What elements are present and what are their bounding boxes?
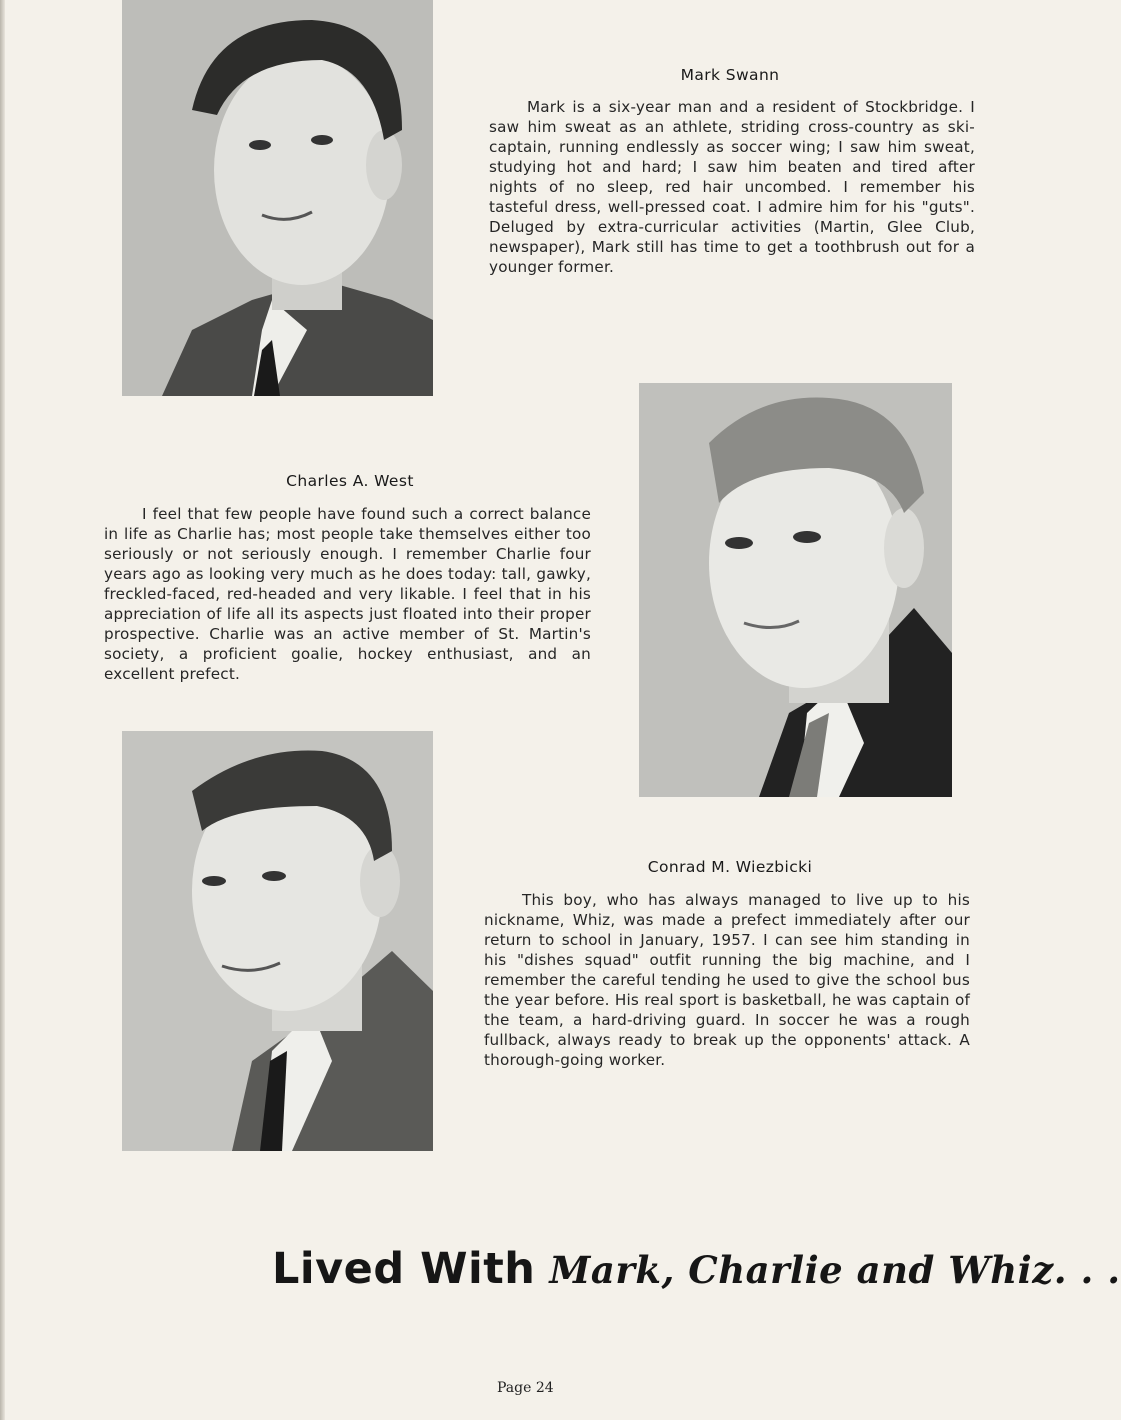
- student-name-mark-swann: Mark Swann: [680, 66, 780, 84]
- student-name-charles-west: Charles A. West: [286, 472, 414, 490]
- page-number: Page 24: [497, 1380, 554, 1396]
- portrait-photo-charles-west: [639, 383, 952, 797]
- bio-mark-swann: Mark is a six-year man and a resident of Stockbridge. I saw him sweat as an athlete, striding cross-country as ski-captain, running endlessly as soccer wing; I saw him sweat, studying hot and hard; I saw him beaten and tired after nights of no sleep, red hair uncombed. I remember his tasteful dress, well-pressed coat. I admire him for his "guts". Deluged by extra-curricular activities (Martin, Glee Club, newspaper), Mark still has time to get a toothbrush out for a younger former.: [489, 98, 975, 276]
- headline-script: Mark, Charlie and Whiz. . .: [549, 1248, 1121, 1292]
- bio-charles-west: I feel that few people have found such a correct balance in life as Charlie has; most people take themselves either too seriously or not seriously enough. I remember Charlie four years ago as looking very much as he does today: tall, gawky, freckled-faced, red-headed and very likable. I feel that in his appreciation of life all its aspects just floated into their proper prospective. Charlie was an active member of St. Martin's society, a proficient goalie, hockey enthusiast, and an excellent prefect.: [104, 505, 591, 683]
- page-edge: [0, 0, 5, 1420]
- portrait-photo-conrad-wiezbicki: [122, 731, 433, 1151]
- page-headline: [272, 1244, 1121, 1294]
- portrait-photo-mark-swann: [122, 0, 433, 396]
- bio-conrad-wiezbicki: This boy, who has always managed to live up to his nickname, Whiz, was made a prefect immediately after our return to school in January, 1957. I can see him standing in his "dishes squad" outfit running the big machine, and I remember the careful tending he used to give the school bus the year before. His real sport is basketball, he was captain of the team, a hard-driving guard. In soccer he was a rough fullback, always ready to break up the opponents' attack. A thorough-going worker.: [484, 891, 970, 1069]
- headline-bold: Lived With: [272, 1244, 536, 1294]
- student-name-conrad-wiezbicki: Conrad M. Wiezbicki: [647, 858, 813, 876]
